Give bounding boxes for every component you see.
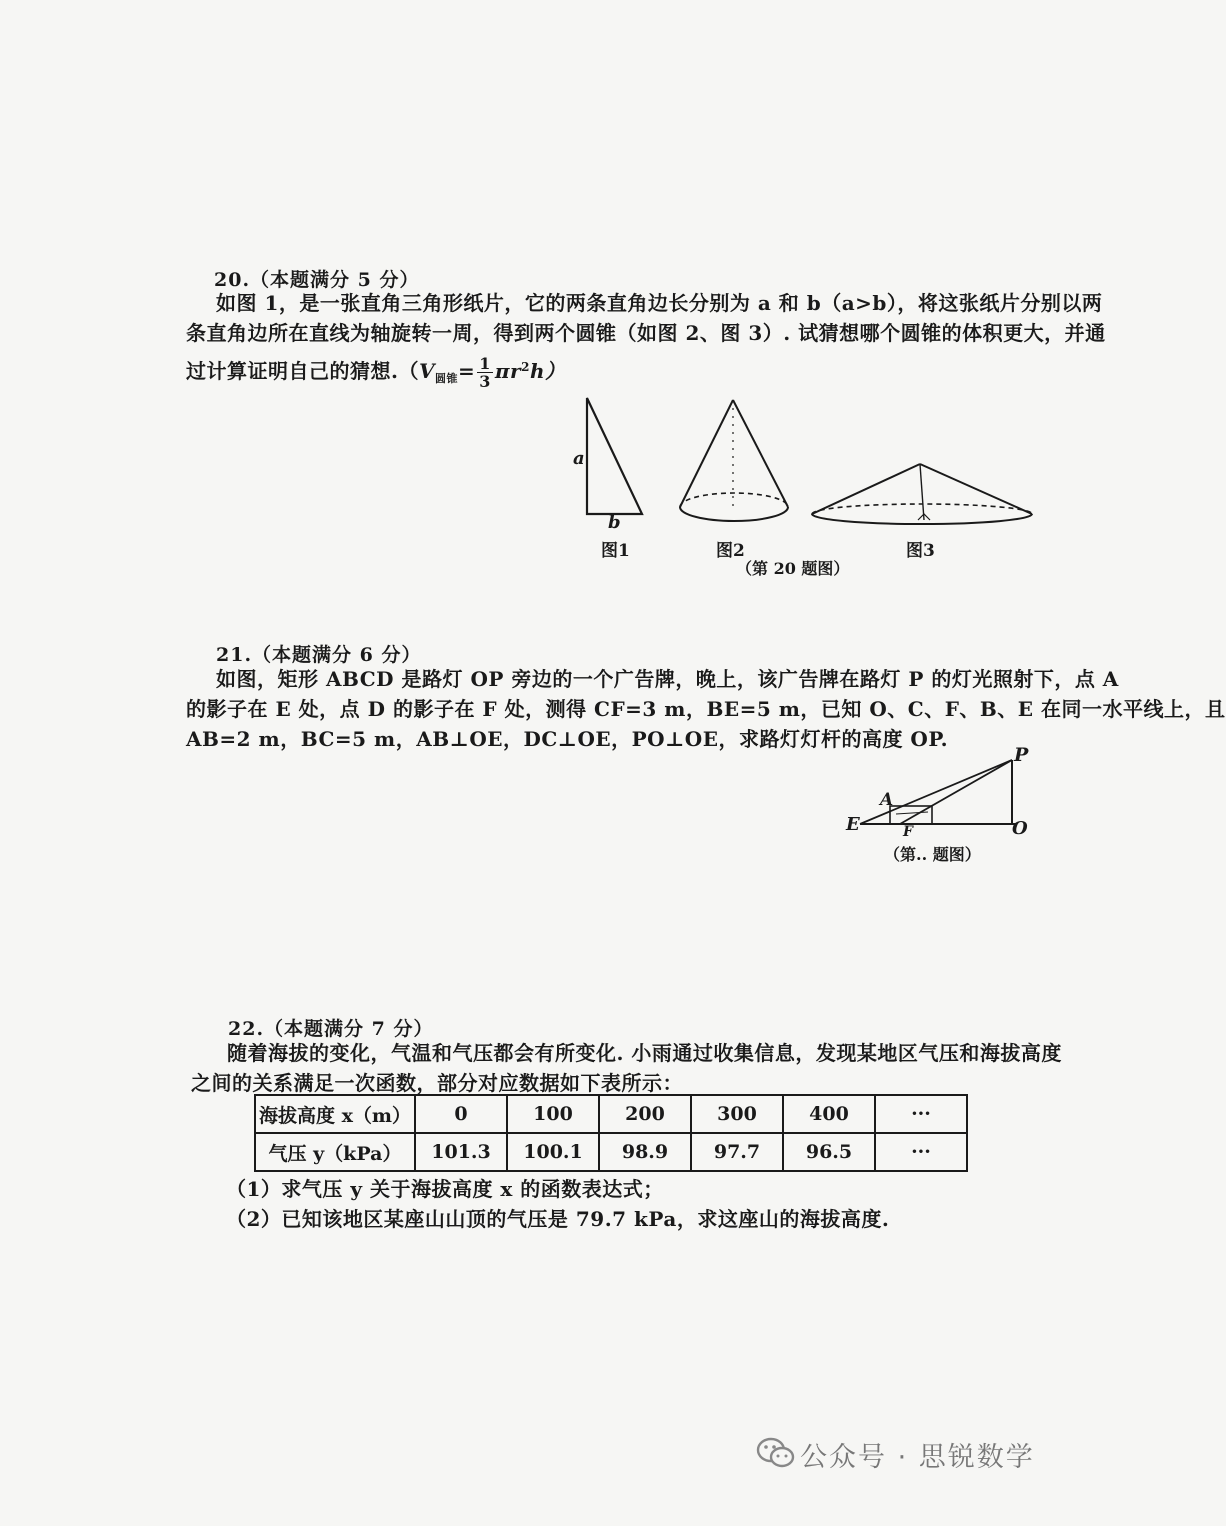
formula-h: h）	[529, 359, 566, 383]
q21-text	[186, 664, 1226, 754]
q21-figure-caption: （第.. 题图）	[884, 845, 981, 864]
q22-line-2: 之间的关系满足一次函数，部分对应数据如下表所示：	[191, 1071, 683, 1095]
formula-pi-r: πr	[494, 359, 522, 383]
q22-header: 22.（本题满分 7 分）	[228, 1018, 434, 1040]
q22-subquestion-1: （1）求气压 y 关于海拔高度 x 的函数表达式；	[226, 1177, 664, 1201]
cone2-base-back	[680, 493, 788, 507]
q21-label-o: O	[1012, 818, 1028, 839]
q20-line-1: 如图 1，是一张直角三角形纸片，它的两条直角边长分别为 a 和 b（a>b），将这张纸片分别以两	[216, 291, 1103, 315]
q20-text	[186, 288, 1106, 394]
formula-eq: =	[458, 359, 476, 383]
q20-line-3-text: 过计算证明自己的猜想.（	[186, 359, 419, 383]
billboard-scribble	[896, 812, 928, 814]
table-cell-y-4: 96.5	[783, 1133, 875, 1171]
table-cell-y-3: 97.7	[691, 1133, 783, 1171]
q21-label-f: F	[903, 824, 913, 840]
table-cell-y-1: 100.1	[507, 1133, 599, 1171]
cone3-right-edge	[920, 464, 1032, 514]
q22-data-table	[254, 1094, 968, 1172]
cone3-left-edge	[812, 464, 920, 514]
q20-figure-caption: （第 20 题图）	[736, 559, 850, 578]
q20-header: 20.（本题满分 5 分）	[214, 269, 420, 291]
q22-subquestions	[226, 1174, 1046, 1234]
cone3-base-back	[812, 504, 1032, 514]
cone2-left-edge	[680, 400, 733, 507]
formula-numerator: 1	[479, 354, 491, 373]
q20-fig3-flat-cone	[808, 458, 1038, 536]
cone2-right-edge	[733, 400, 788, 507]
table-cell-y-5: ···	[875, 1133, 967, 1171]
formula-v: V	[418, 359, 435, 383]
q21-line-3: AB=2 m，BC=5 m，AB⊥OE，DC⊥OE，PO⊥OE，求路灯灯杆的高度 OP.	[186, 727, 949, 751]
table-cell-y-2: 98.9	[599, 1133, 691, 1171]
table-head-pressure: 气压 y（kPa）	[255, 1133, 415, 1171]
table-cell-x-1: 100	[507, 1095, 599, 1133]
table-cell-x-0: 0	[415, 1095, 507, 1133]
table-cell-x-5: ···	[875, 1095, 967, 1133]
q21-line-2: 的影子在 E 处，点 D 的影子在 F 处，测得 CF=3 m，BE=5 m，已知 O、C、F、B、E 在同一水平线上，且	[186, 697, 1226, 721]
q21-label-a: A	[880, 790, 894, 810]
table-cell-x-2: 200	[599, 1095, 691, 1133]
watermark-text: 公众号 · 思锐数学	[800, 1442, 1035, 1473]
table-head-altitude: 海拔高度 x（m）	[255, 1095, 415, 1133]
q20-line-2: 条直角边所在直线为轴旋转一周，得到两个圆锥（如图 2、图 3）. 试猜想哪个圆锥的体积更大，并通	[186, 321, 1106, 345]
formula-sub: 圆锥	[435, 372, 458, 385]
fig1-label-a: a	[573, 448, 585, 469]
wechat-icon	[756, 1436, 796, 1470]
q21-label-p: P	[1014, 744, 1029, 766]
table-cell-x-3: 300	[691, 1095, 783, 1133]
light-ray-pf	[900, 760, 1012, 824]
formula-denominator: 3	[479, 372, 491, 391]
fig1-caption: 图1	[601, 541, 630, 561]
table-cell-x-4: 400	[783, 1095, 875, 1133]
triangle-shape	[587, 398, 642, 514]
q21-label-e: E	[846, 814, 860, 835]
table-cell-y-0: 101.3	[415, 1133, 507, 1171]
q22-line-1: 随着海拔的变化，气温和气压都会有所变化. 小雨通过收集信息，发现某地区气压和海拔高度	[227, 1041, 1062, 1065]
table-row-altitude	[255, 1095, 967, 1133]
formula-exponent: 2	[521, 360, 530, 374]
q22-subquestion-2: （2）已知该地区某座山山顶的气压是 79.7 kPa，求这座山的海拔高度.	[226, 1207, 890, 1231]
q21-line-1: 如图，矩形 ABCD 是路灯 OP 旁边的一个广告牌，晚上，该广告牌在路灯 P 的灯光照射下，点 A	[216, 667, 1119, 691]
fig3-caption: 图3	[906, 541, 935, 561]
fig2-caption: 图2	[716, 541, 745, 561]
q20-line-3	[186, 352, 1046, 394]
table-row-pressure	[255, 1133, 967, 1171]
cone2-base-front	[680, 507, 788, 521]
q21-figure	[848, 752, 1028, 852]
q20-fig2-tall-cone	[670, 395, 800, 535]
fig1-label-b: b	[608, 512, 621, 533]
q21-header: 21.（本题满分 6 分）	[216, 644, 422, 666]
cone3-axis	[920, 464, 924, 520]
q22-text	[191, 1038, 1062, 1098]
formula-fraction	[477, 355, 493, 390]
